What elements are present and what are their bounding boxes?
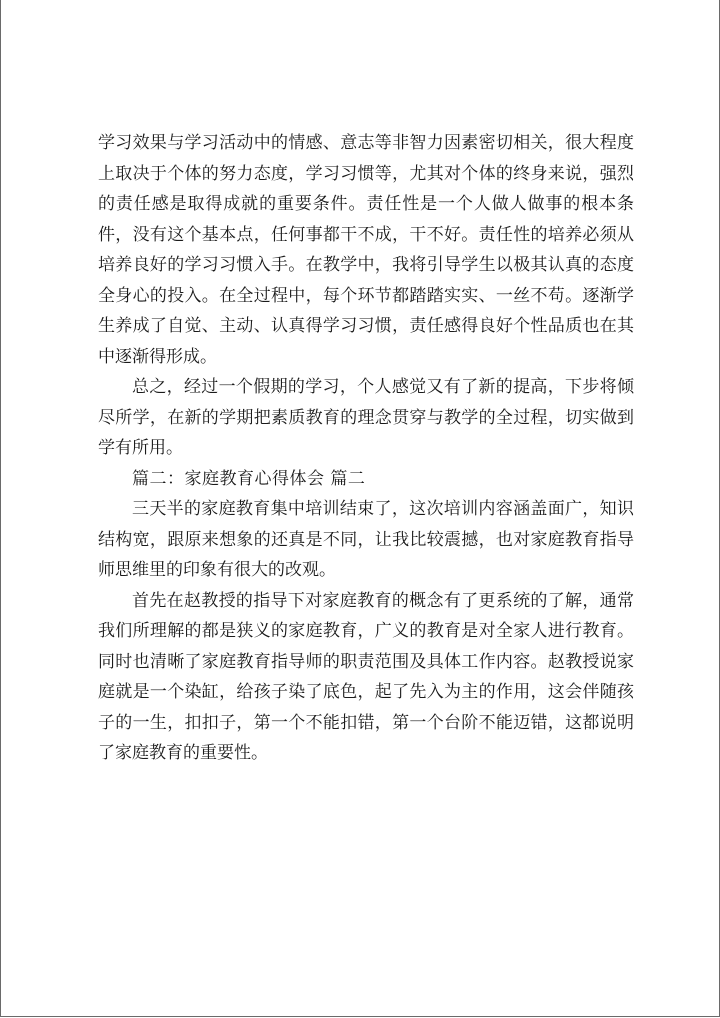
section-heading: 篇二：家庭教育心得体会 篇二 — [132, 468, 366, 489]
document-body — [98, 128, 634, 769]
paragraph-summary: 总之，经过一个假期的学习，个人感觉又有了新的提高，下步将倾尽所学，在新的学期把素质教育的理念贯穿与教学的全过程，切实做到学有所用。 — [98, 377, 634, 458]
paragraph-responsibility: 学习效果与学习活动中的情感、意志等非智力因素密切相关，很大程度上取决于个体的努力态度，学习习惯等，尤其对个体的终身来说，强烈的责任感是取得成就的重要条件。责任性是一个人做人做事的根本条件，没有这个基本点，任何事都干不成，干不好。责任性的培养必须从培养良好的学习习惯入手。在教学中，我将引导学生以极其认真的态度全身心的投入。在全过程中，每个环节都踏踏实实、一丝不苟。逐渐学生养成了自觉、主动、认真得学习习惯，责任感得良好个性品质也在其中逐渐得形成。 — [98, 133, 634, 367]
paragraph-training-intro: 三天半的家庭教育集中培训结束了，这次培训内容涵盖面广，知识结构宽，跟原来想象的还真是不同，让我比较震撼，也对家庭教育指导师思维里的印象有很大的改观。 — [98, 499, 634, 580]
paragraph-family-education: 首先在赵教授的指导下对家庭教育的概念有了更系统的了解，通常我们所理解的都是狭义的家庭教育，广义的教育是对全家人进行教育。同时也清晰了家庭教育指导师的职责范围及具体工作内容。赵教授说家庭就是一个染缸，给孩子染了底色，起了先入为主的作用，这会伴随孩子的一生，扣扣子，第一个不能扣错，第一个台阶不能迈错，这都说明了家庭教育的重要性。 — [98, 590, 634, 763]
